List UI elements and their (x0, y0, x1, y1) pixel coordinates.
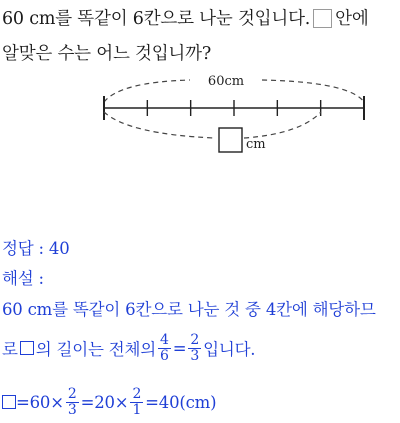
explanation-line-1: 60 cm를 똑같이 6칸으로 나눈 것 중 4칸에 해당하므 (2, 300, 376, 319)
fraction-2-3: $\frac{2}{3}$ (190, 331, 200, 364)
explanation-label: 해설 : (2, 269, 44, 288)
top-arc-right (262, 80, 364, 102)
question-text-1b: 안에 (335, 9, 369, 29)
bottom-arc-left (104, 112, 214, 138)
fraction-4-6: $\frac{4}{6}$ (160, 331, 169, 364)
ruler-figure (0, 70, 400, 160)
explanation-equation (2, 384, 216, 420)
fraction-2-3: $\frac{2}{3}$ (67, 385, 77, 418)
explanation-text: 입니다. (203, 340, 256, 359)
explanation-text: 의 길이는 전체의 (35, 340, 157, 359)
equals-sign: = (172, 338, 187, 358)
blank-square-symbol (20, 341, 34, 355)
fraction-2-1: $\frac{2}{1}$ (132, 385, 142, 418)
equation-part: =20× (80, 392, 129, 412)
top-length-label: 60cm (207, 74, 245, 89)
explanation-line-2 (2, 330, 255, 366)
answer-blank-box (313, 9, 332, 28)
equation-part: =40(cm) (145, 392, 217, 412)
unknown-value-box (219, 128, 242, 152)
question-line-1 (2, 5, 369, 30)
blank-square-symbol (2, 395, 16, 409)
bottom-unit-label: cm (246, 137, 266, 152)
top-arc-left (104, 80, 190, 102)
answer-label: 정답 : 40 (2, 239, 70, 258)
explanation-text: 로 (2, 340, 18, 359)
question-text-1: 60 cm를 똑같이 6칸으로 나눈 것입니다. (2, 9, 311, 29)
bottom-arc-right (244, 112, 321, 138)
equation-part: =60× (16, 392, 64, 412)
question-line-2: 알맞은 수는 어느 것입니까? (2, 44, 212, 64)
